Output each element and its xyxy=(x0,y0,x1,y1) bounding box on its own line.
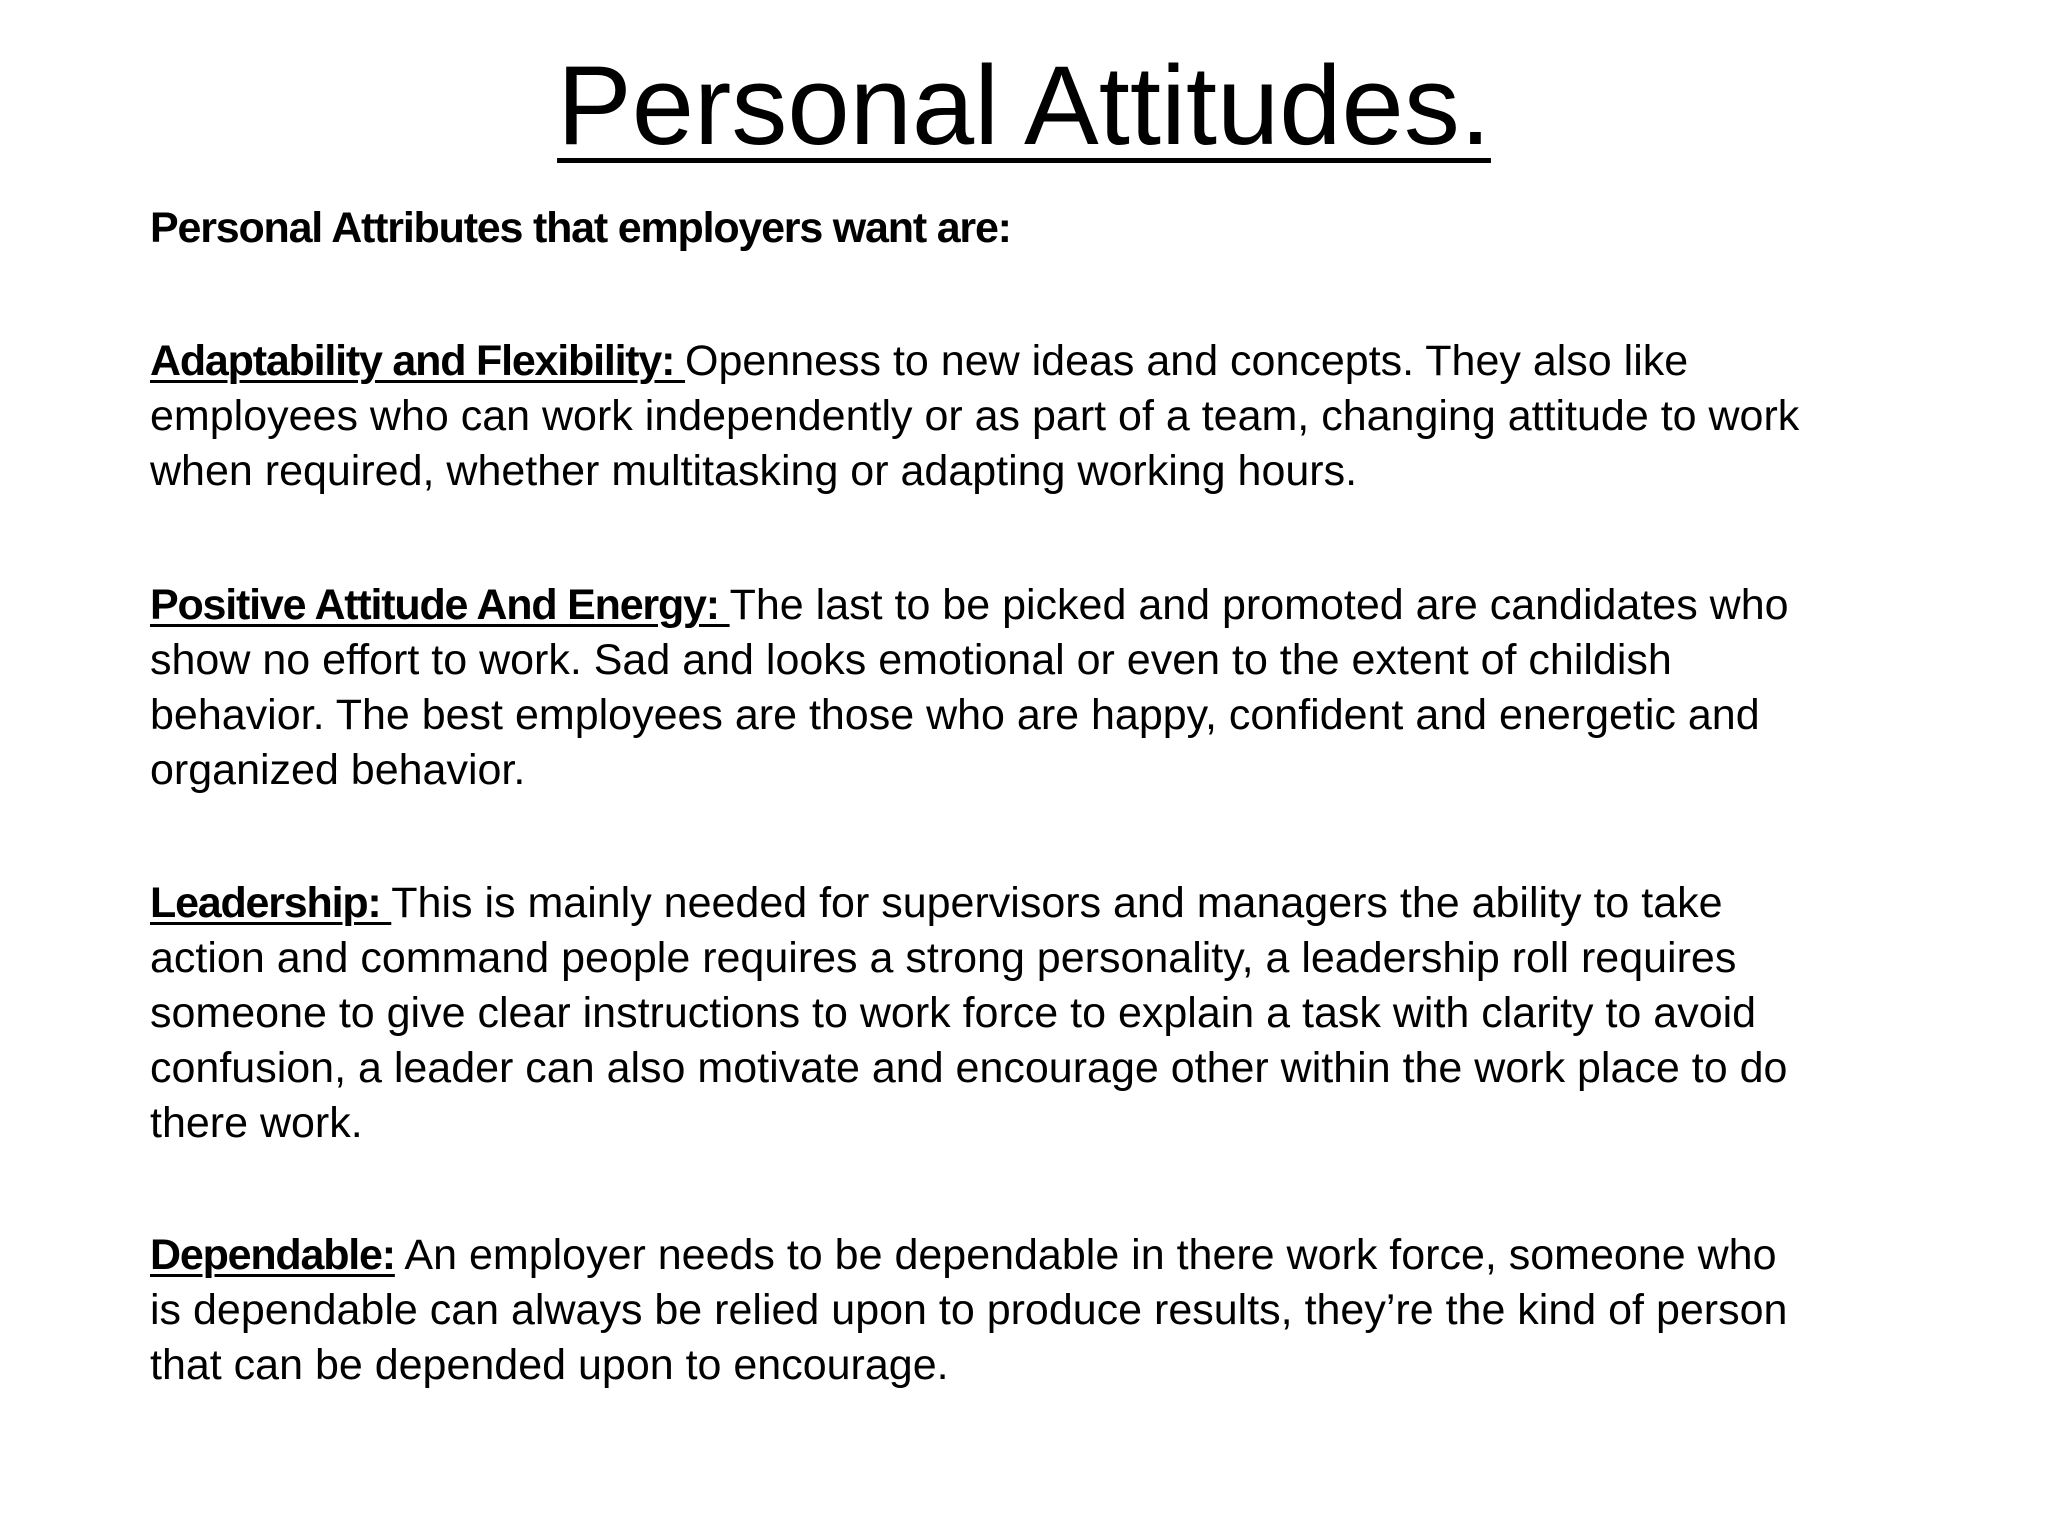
section-text: An employer needs to be dependable in there work force, someone who xyxy=(394,1231,1777,1279)
section-positive-attitude xyxy=(150,578,1950,798)
section-leadership xyxy=(150,876,1950,1151)
section-line: action and command people requires a strong personality, a leadership roll requires xyxy=(150,934,1737,982)
section-line xyxy=(150,578,1950,633)
section-line: show no effort to work. Sad and looks emotional or even to the extent of childish xyxy=(150,636,1672,684)
section-line: organized behavior. xyxy=(150,746,526,794)
section-dependable xyxy=(150,1228,1950,1393)
section-line: someone to give clear instructions to work force to explain a task with clarity to avoid xyxy=(150,989,1757,1037)
section-line: that can be depended upon to encourage. xyxy=(150,1341,949,1389)
section-line: there work. xyxy=(150,1099,363,1147)
section-term: Positive Attitude And Energy: xyxy=(150,581,730,629)
section-line xyxy=(150,876,1950,931)
section-line: employees who can work independently or as part of a team, changing attitude to work xyxy=(150,392,1800,440)
intro-heading: Personal Attributes that employers want are: xyxy=(150,204,1011,252)
section-term: Leadership: xyxy=(150,879,392,927)
section-text: This is mainly needed for supervisors and managers the ability to take xyxy=(391,879,1723,927)
section-line: behavior. The best employees are those who are happy, confident and energetic and xyxy=(150,691,1760,739)
section-line xyxy=(150,334,1950,389)
section-term: Dependable: xyxy=(150,1231,395,1279)
page-title-text: Personal Attitudes. xyxy=(557,43,1491,168)
section-text: Openness to new ideas and concepts. They also like xyxy=(685,337,1689,385)
section-line: when required, whether multitasking or adapting working hours. xyxy=(150,447,1358,495)
section-adaptability xyxy=(150,334,1950,499)
section-term: Adaptability and Flexibility: xyxy=(150,337,686,385)
page-title xyxy=(0,42,2048,170)
section-line: confusion, a leader can also motivate and encourage other within the work place to do xyxy=(150,1044,1788,1092)
section-text: The last to be picked and promoted are candidates who xyxy=(729,581,1789,629)
section-line: is dependable can always be relied upon to produce results, they’re the kind of person xyxy=(150,1286,1788,1334)
section-line xyxy=(150,1228,1950,1283)
